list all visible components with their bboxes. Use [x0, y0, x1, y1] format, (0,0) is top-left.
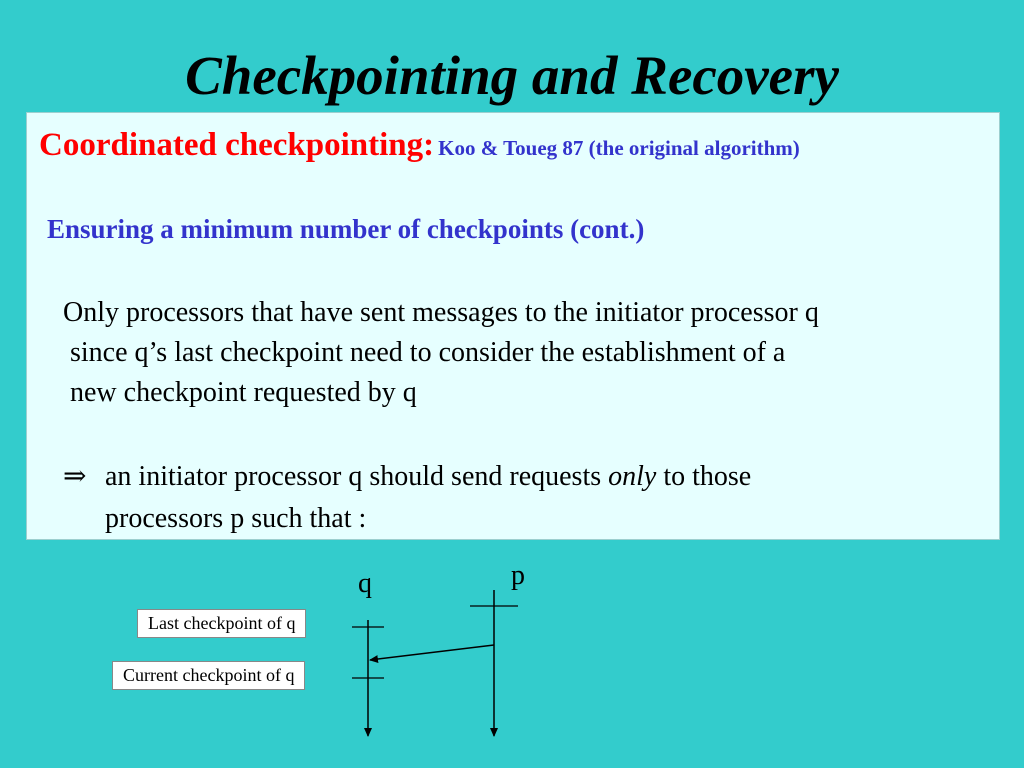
- current-checkpoint-label: Current checkpoint of q: [112, 661, 305, 690]
- section-heading-reference: Koo & Toueg 87 (the original algorithm): [438, 136, 800, 160]
- paragraph-line: since q’s last checkpoint need to consider the establishment of a: [70, 337, 786, 368]
- process-q-label: q: [358, 568, 372, 599]
- paragraph-line: Only processors that have sent messages to the initiator processor q: [63, 297, 819, 328]
- implies-arrow-icon: ⇒: [63, 461, 87, 492]
- implication-text-before: an initiator processor q should send requests: [105, 461, 609, 492]
- paragraph-line: new checkpoint requested by q: [70, 377, 417, 408]
- section-heading-main: Coordinated checkpointing:: [39, 127, 435, 163]
- implication-emphasis: only: [608, 461, 657, 492]
- message-arrow: [370, 645, 494, 660]
- last-checkpoint-label: Last checkpoint of q: [137, 609, 306, 638]
- process-p-label: p: [511, 560, 525, 591]
- section-subtitle: Ensuring a minimum number of checkpoints (cont.): [47, 214, 645, 244]
- page-title: Checkpointing and Recovery: [185, 45, 839, 106]
- implication-line-2: processors p such that :: [105, 503, 367, 534]
- implication-text-after: to those: [656, 461, 752, 492]
